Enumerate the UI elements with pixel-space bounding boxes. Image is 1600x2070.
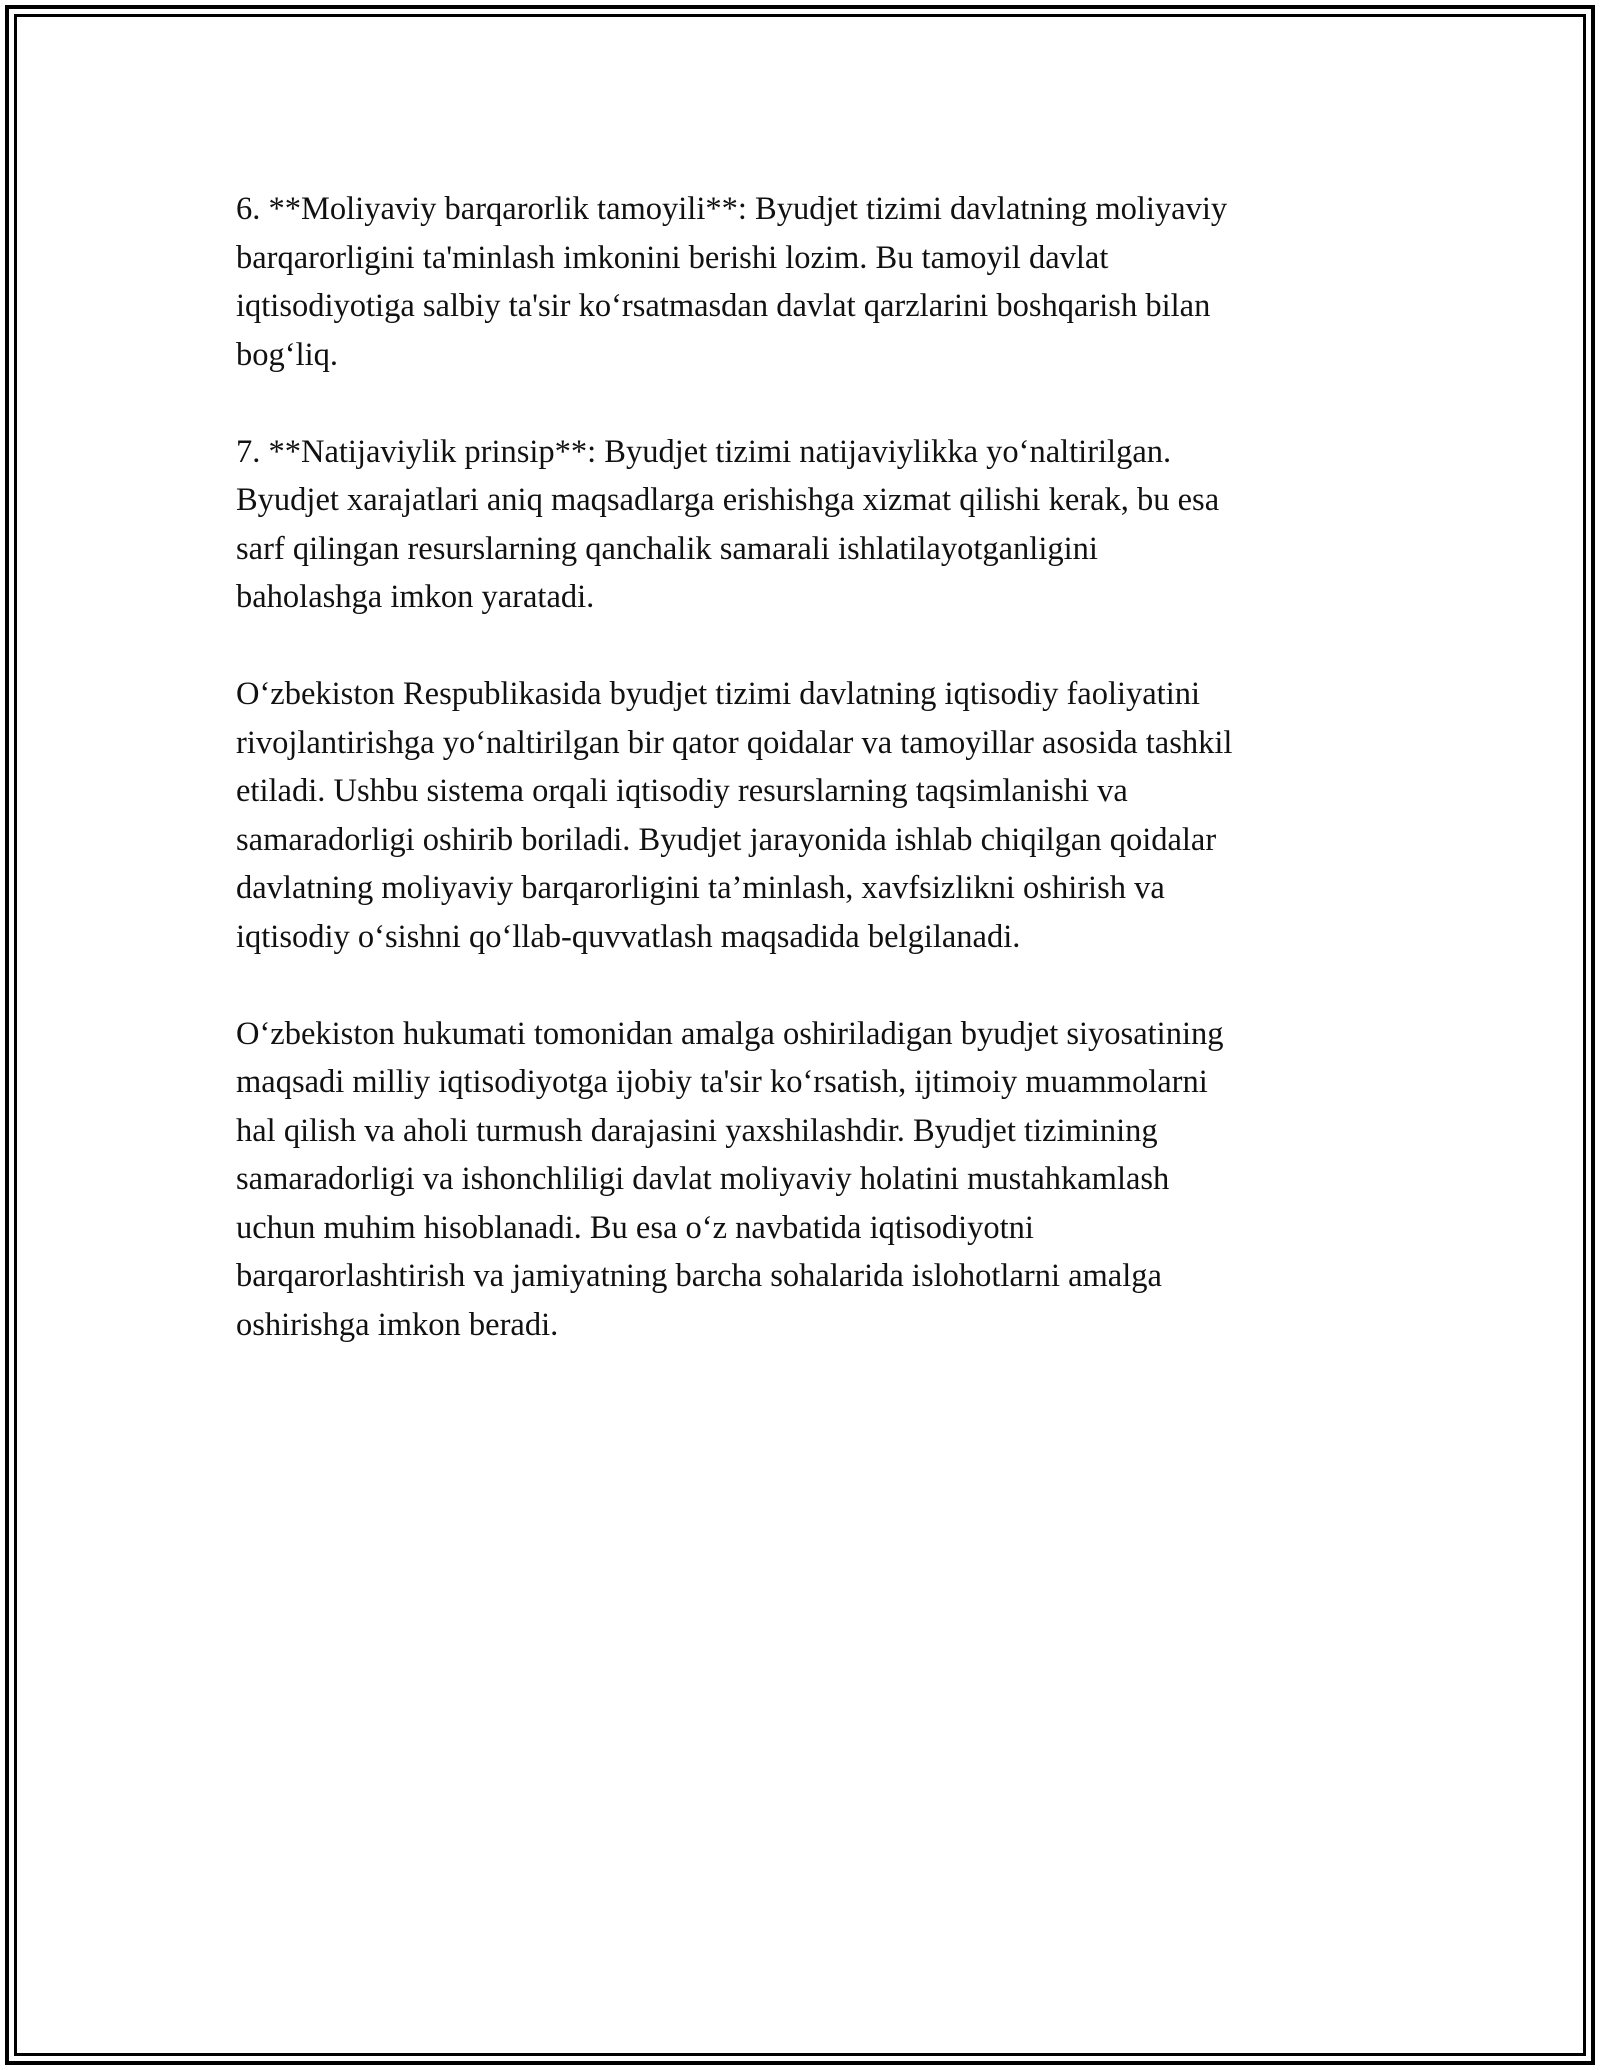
paragraph-budget-policy-goals: O‘zbekiston hukumati tomonidan amalga oshiriladigan byudjet siyosatining maqsadi milliy iqtisodiyotga ijobiy ta'sir ko‘rsatish, ijtimoiy muammolarni hal qilish va aholi turmush darajasini yaxshilashdir. Byudjet tizimining samaradorligi va ishonchliligi davlat moliyaviy holatini mustahkamlash uchun muhim hisoblanadi. Bu esa o‘z navbatida iqtisodiyotni barqarorlashtirish va jamiyatning barcha sohalarida islohotlarni amalga oshirishga imkon beradi. [236, 1015, 1224, 1343]
paragraph-financial-stability-principle: 6. **Moliyaviy barqarorlik tamoyili**: Byudjet tizimi davlatning moliyaviy barqarorligini ta'minlash imkonini berishi lozim. Bu tamoyil davlat iqtisodiyotiga salbiy ta'sir ko‘rsatmasdan davlat qarzlarini boshqarish bilan bog‘liq. [236, 191, 1228, 373]
paragraph-effectiveness-principle: 7. **Natijaviylik prinsip**: Byudjet tizimi natijaviylikka yo‘naltirilgan. Byudjet xarajatlari aniq maqsadlarga erishishga xizmat qilishi kerak, bu esa sarf qilingan resurslarning qanchalik samarali ishlatilayotganligini baholashga imkon yaratadi. [236, 433, 1220, 615]
paragraph-budget-system-organization: O‘zbekiston Respublikasida byudjet tizimi davlatning iqtisodiy faoliyatini rivojlantirishga yo‘naltirilgan bir qator qoidalar va tamoyillar asosida tashkil etiladi. Ushbu sistema orqali iqtisodiy resurslarning taqsimlanishi va samaradorligi oshirib boriladi. Byudjet jarayonida ishlab chiqilgan qoidalar davlatning moliyaviy barqarorligini ta’minlash, xavfsizlikni oshirish va iqtisodiy o‘sishni qo‘llab-quvvatlash maqsadida belgilanadi. [236, 676, 1233, 955]
document-body [236, 185, 1386, 1398]
